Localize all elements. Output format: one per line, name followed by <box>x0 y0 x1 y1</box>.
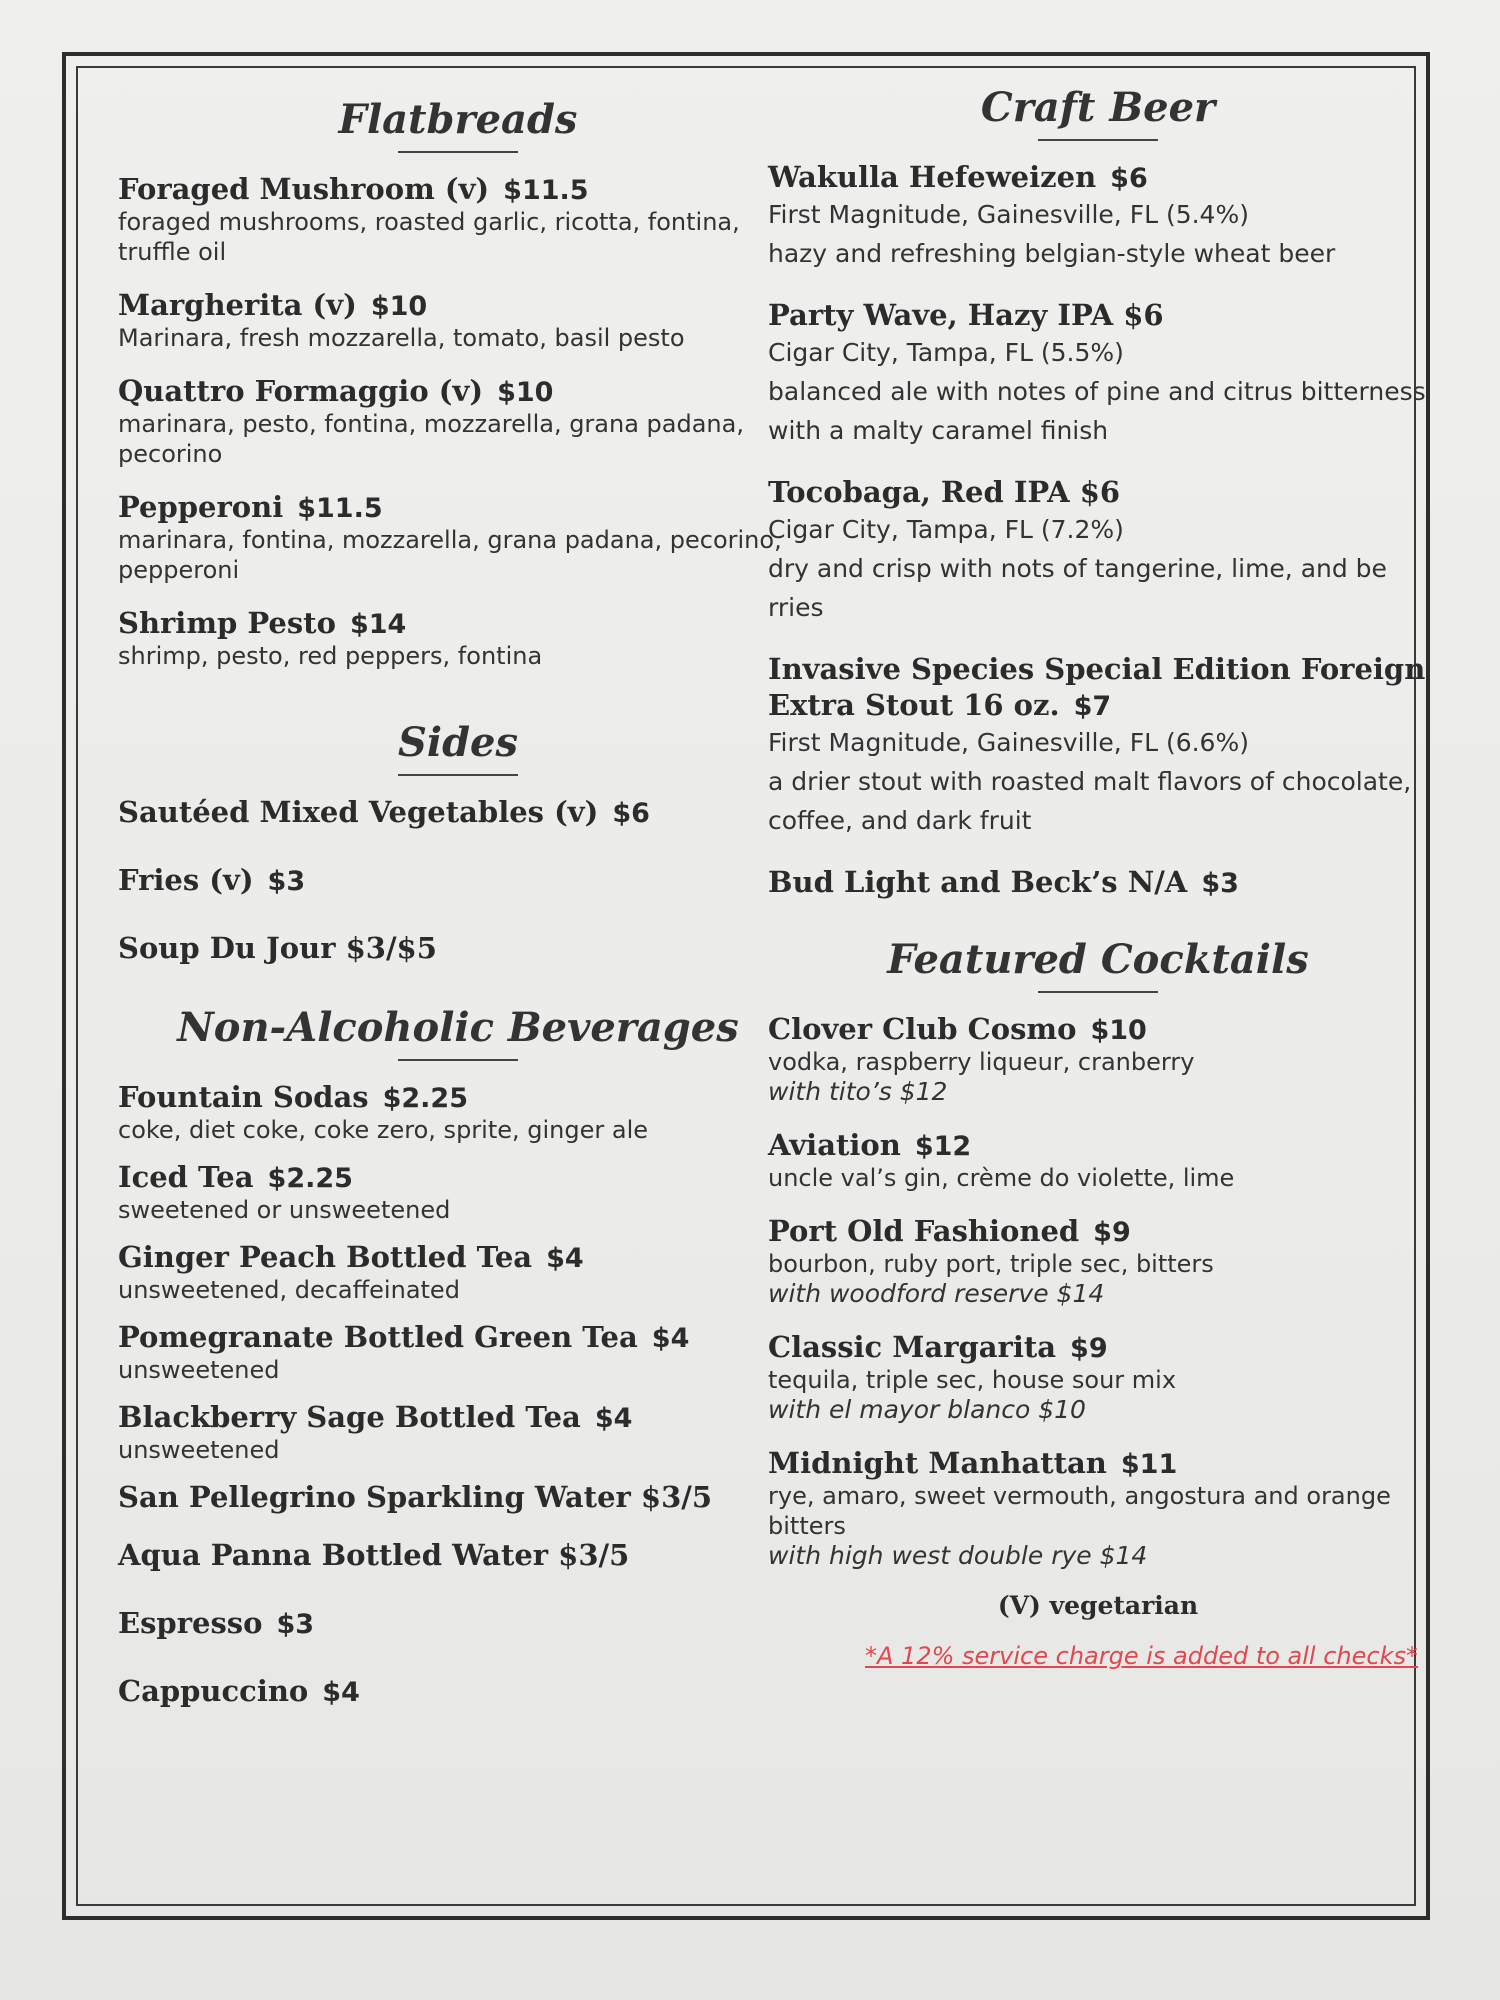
item-name: Sautéed Mixed Vegetables (v) <box>118 795 599 829</box>
right-column <box>768 84 1428 1670</box>
menu-item <box>118 373 798 469</box>
item-brewery: First Magnitude, Gainesville, FL (5.4%) <box>768 200 1249 229</box>
menu-item <box>118 1479 798 1515</box>
menu-item <box>118 1399 798 1465</box>
menu-item <box>768 864 1428 900</box>
item-description: unsweetened <box>118 1436 280 1464</box>
menu-item <box>768 1445 1428 1571</box>
cocktails-section <box>768 936 1428 1670</box>
item-description: hazy and refreshing belgian-style wheat beer <box>768 239 1336 268</box>
item-name: Fountain Sodas <box>118 1080 369 1114</box>
menu-item <box>118 171 798 267</box>
item-description: Marinara, fresh mozzarella, tomato, basil pesto <box>118 324 685 352</box>
item-name: Margherita (v) <box>118 288 357 322</box>
item-name: Wakulla Hefeweizen <box>768 160 1097 194</box>
section-title-craft-beer: Craft Beer <box>980 84 1216 131</box>
item-brewery: Cigar City, Tampa, FL (7.2%) <box>768 515 1124 544</box>
item-price: $10 <box>497 377 554 408</box>
item-description: rye, amaro, sweet vermouth, angostura and orange bitters <box>768 1482 1391 1540</box>
section-divider <box>398 151 518 153</box>
item-name: Iced Tea <box>118 1160 254 1194</box>
menu-item <box>118 794 798 830</box>
item-name: Blackberry Sage Bottled Tea <box>118 1400 581 1434</box>
item-price: $4 <box>594 1403 633 1434</box>
item-name: Ginger Peach Bottled Tea <box>118 1240 533 1274</box>
item-price: $2.25 <box>382 1083 468 1114</box>
section-title-sides: Sides <box>397 719 519 766</box>
menu-border <box>62 52 1430 1920</box>
item-description: marinara, pesto, fontina, mozzarella, grana padana, pecorino <box>118 410 744 468</box>
item-description: a drier stout with roasted malt flavors of chocolate, coffee, and dark fruit <box>768 767 1412 835</box>
item-name: Foraged Mushroom (v) <box>118 172 490 206</box>
item-description: unsweetened, decaffeinated <box>118 1276 460 1304</box>
item-price: $6 <box>612 798 650 829</box>
item-description: bourbon, ruby port, triple sec, bitters <box>768 1250 1214 1278</box>
item-description: vodka, raspberry liqueur, cranberry <box>768 1048 1195 1076</box>
menu-item <box>118 605 798 671</box>
item-price: $14 <box>349 609 407 640</box>
item-description: foraged mushrooms, roasted garlic, ricotta, fontina, truffle oil <box>118 208 740 266</box>
menu-item <box>768 474 1428 627</box>
menu-item <box>768 1127 1428 1193</box>
menu-item <box>118 1159 798 1225</box>
item-name: Aqua Panna Bottled Water $3/5 <box>118 1538 630 1572</box>
item-name: Cappuccino <box>118 1674 309 1708</box>
item-price: $3 <box>276 1609 315 1640</box>
vegetarian-legend: (V) vegetarian <box>997 1591 1199 1620</box>
item-price: $6 <box>1110 163 1148 194</box>
menu-item <box>768 159 1428 273</box>
item-name: Classic Margarita <box>768 1330 1057 1364</box>
item-price: $11 <box>1120 1449 1178 1480</box>
item-brewery: First Magnitude, Gainesville, FL (6.6%) <box>768 728 1249 757</box>
beverages-section <box>118 1004 798 1709</box>
item-price: $7 <box>1073 691 1112 722</box>
menu-item <box>118 489 798 585</box>
menu-item <box>768 297 1428 450</box>
menu-inner-border <box>76 66 1426 1906</box>
item-name: Port Old Fashioned <box>768 1214 1080 1248</box>
item-description: shrimp, pesto, red peppers, fontina <box>118 642 543 670</box>
item-upgrade: with tito’s $12 <box>768 1077 948 1106</box>
item-description: balanced ale with notes of pine and citrus bitterness with a malty caramel finish <box>768 377 1426 445</box>
section-divider <box>398 1059 518 1061</box>
section-divider <box>398 774 518 776</box>
menu-item <box>118 862 798 898</box>
menu-item <box>768 1011 1428 1107</box>
item-description: dry and crisp with nots of tangerine, lime, and be rries <box>768 554 1387 622</box>
menu-item <box>768 651 1428 840</box>
item-name: Aviation <box>768 1128 901 1162</box>
item-description: uncle val’s gin, crème do violette, lime <box>768 1164 1235 1192</box>
item-price: $10 <box>370 291 428 322</box>
item-name: Midnight Manhattan <box>768 1446 1107 1480</box>
item-upgrade: with woodford reserve $14 <box>768 1279 1105 1308</box>
item-name: Pomegranate Bottled Green Tea <box>118 1320 638 1354</box>
item-price: $2.25 <box>267 1163 353 1194</box>
menu-item <box>768 1329 1428 1425</box>
item-name: San Pellegrino Sparkling Water $3/5 <box>118 1480 713 1514</box>
item-name: Bud Light and Beck’s N/A <box>768 865 1188 899</box>
item-name: Party Wave, Hazy IPA $6 <box>768 298 1164 332</box>
menu-item <box>118 1239 798 1305</box>
item-description: marinara, fontina, mozzarella, grana padana, pecorino, pepperoni <box>118 526 782 584</box>
item-price: $3 <box>1201 868 1239 899</box>
item-price: $10 <box>1090 1015 1147 1046</box>
item-name: Espresso <box>118 1606 263 1640</box>
item-name: Clover Club Cosmo <box>768 1012 1077 1046</box>
item-name: Quattro Formaggio (v) <box>118 374 484 408</box>
menu-item <box>118 287 798 353</box>
item-description: coke, diet coke, coke zero, sprite, ginger ale <box>118 1116 649 1144</box>
section-title-flatbreads: Flatbreads <box>338 96 578 143</box>
section-divider <box>1038 991 1158 993</box>
item-name: Shrimp Pesto <box>118 606 336 640</box>
item-price: $11.5 <box>297 493 383 524</box>
menu-item <box>118 1605 798 1641</box>
item-price: $9 <box>1070 1333 1108 1364</box>
item-price: $3 <box>267 866 306 897</box>
item-description: tequila, triple sec, house sour mix <box>768 1366 1177 1394</box>
item-price: $4 <box>546 1243 584 1274</box>
menu-item <box>118 1079 798 1145</box>
item-description: sweetened or unsweetened <box>118 1196 451 1224</box>
item-upgrade: with el mayor blanco $10 <box>768 1395 1086 1424</box>
craft-beer-section <box>768 84 1428 900</box>
section-title-cocktails: Featured Cocktails <box>887 936 1309 983</box>
menu-item <box>118 1673 798 1709</box>
item-name: Fries (v) <box>118 863 254 897</box>
item-price: $11.5 <box>503 175 589 206</box>
item-price: $9 <box>1093 1217 1131 1248</box>
item-description: unsweetened <box>118 1356 280 1384</box>
item-price: $12 <box>914 1131 972 1162</box>
sides-section <box>118 719 798 966</box>
flatbreads-section <box>118 96 798 671</box>
menu-item <box>768 1213 1428 1309</box>
item-name: Tocobaga, Red IPA $6 <box>768 475 1121 509</box>
menu-item <box>118 1319 798 1385</box>
item-name: Invasive Species Special Edition Foreign Extra Stout 16 oz. <box>768 652 1426 722</box>
section-title-beverages: Non-Alcoholic Beverages <box>177 1004 739 1051</box>
item-name: Pepperoni <box>118 490 284 524</box>
item-name: Soup Du Jour $3/$5 <box>118 931 437 965</box>
menu-item <box>118 930 798 966</box>
section-divider <box>1038 139 1158 141</box>
menu-item <box>118 1537 798 1573</box>
item-upgrade: with high west double rye $14 <box>768 1541 1148 1570</box>
item-price: $4 <box>322 1677 360 1708</box>
item-brewery: Cigar City, Tampa, FL (5.5%) <box>768 338 1124 367</box>
left-column <box>118 96 798 1741</box>
service-charge-note: *A 12% service charge is added to all checks* <box>865 1642 1418 1670</box>
item-price: $4 <box>651 1323 690 1354</box>
